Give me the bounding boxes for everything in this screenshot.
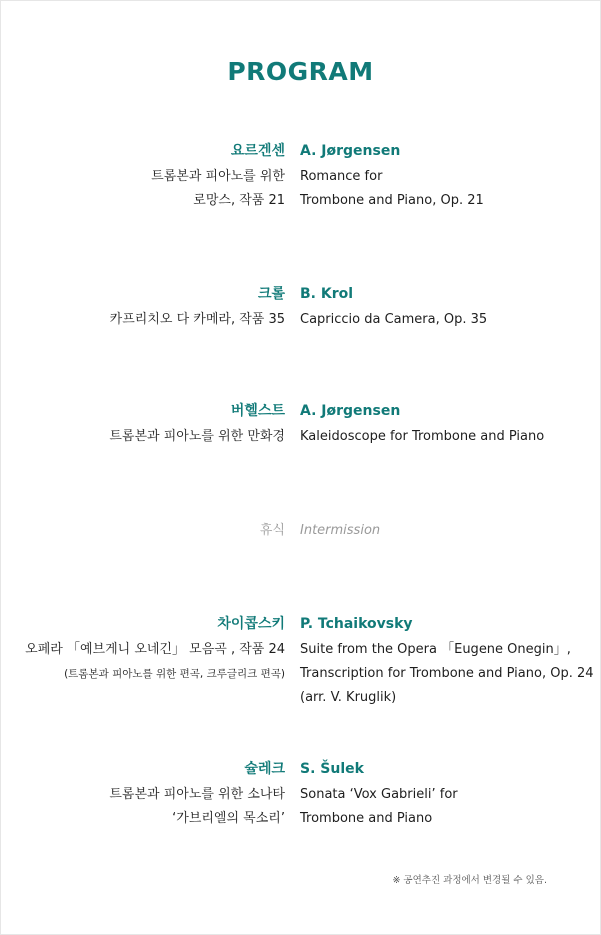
composer-name-ko: 크롤: [257, 286, 285, 302]
work-title-ko: 로망스, 작품 21: [193, 193, 285, 208]
composer-name-ko: 차이콥스키: [217, 616, 285, 632]
program-item-jorgensen-romance: [0, 139, 601, 213]
work-title-en: Sonata ‘Vox Gabrieli’ for: [300, 787, 458, 802]
intermission-label-ko: 휴식: [259, 523, 285, 538]
composer-name-ko: 요르겐센: [230, 143, 285, 159]
work-title-en: Trombone and Piano, Op. 21: [300, 193, 484, 208]
intermission-label-en: Intermission: [300, 523, 381, 538]
program-item-krol-capriccio: [0, 282, 601, 332]
work-title-en: Trombone and Piano: [300, 811, 433, 826]
program-item-sulek-sonata: [0, 757, 601, 831]
work-title-en: Kaleidoscope for Trombone and Piano: [300, 429, 545, 444]
program-item-kaleidoscope: [0, 399, 601, 449]
composer-name-en: A. Jørgensen: [300, 143, 401, 159]
page-title: PROGRAM: [227, 57, 374, 86]
work-title-en: Romance for: [300, 169, 383, 184]
work-title-ko: ‘가브리엘의 목소리’: [172, 811, 285, 826]
work-title-en: Transcription for Trombone and Piano, Op. 24: [300, 666, 594, 681]
work-title-en: Capriccio da Camera, Op. 35: [300, 312, 488, 327]
work-title-ko: 트롬본과 피아노를 위한: [151, 169, 285, 184]
composer-name-ko: 버헬스트: [230, 403, 285, 419]
footnote: ※ 공연추진 과정에서 변경될 수 있음.: [392, 875, 547, 886]
work-title-ko: 오페라 「예브게니 오네긴」 모음곡 , 작품 24: [25, 642, 285, 657]
composer-name-en: P. Tchaikovsky: [300, 616, 413, 632]
arrangement-note-ko: (트롬본과 피아노를 위한 편곡, 크루글리크 편곡): [64, 668, 285, 680]
program-item-tchaikovsky-onegin: [0, 612, 601, 710]
composer-name-en: A. Jørgensen: [300, 403, 401, 419]
arrangement-note-en: (arr. V. Kruglik): [300, 690, 397, 705]
work-title-ko: 카프리치오 다 카메라, 작품 35: [109, 312, 285, 327]
work-title-ko: 트롬본과 피아노를 위한 소나타: [109, 787, 285, 802]
composer-name-ko: 슐레크: [244, 761, 285, 777]
composer-name-en: S. Šulek: [300, 761, 364, 777]
work-title-ko: 트롬본과 피아노를 위한 만화경: [109, 429, 285, 444]
composer-name-en: B. Krol: [300, 286, 354, 302]
work-title-en: Suite from the Opera 「Eugene Onegin」,: [300, 642, 571, 657]
intermission: [0, 519, 601, 543]
